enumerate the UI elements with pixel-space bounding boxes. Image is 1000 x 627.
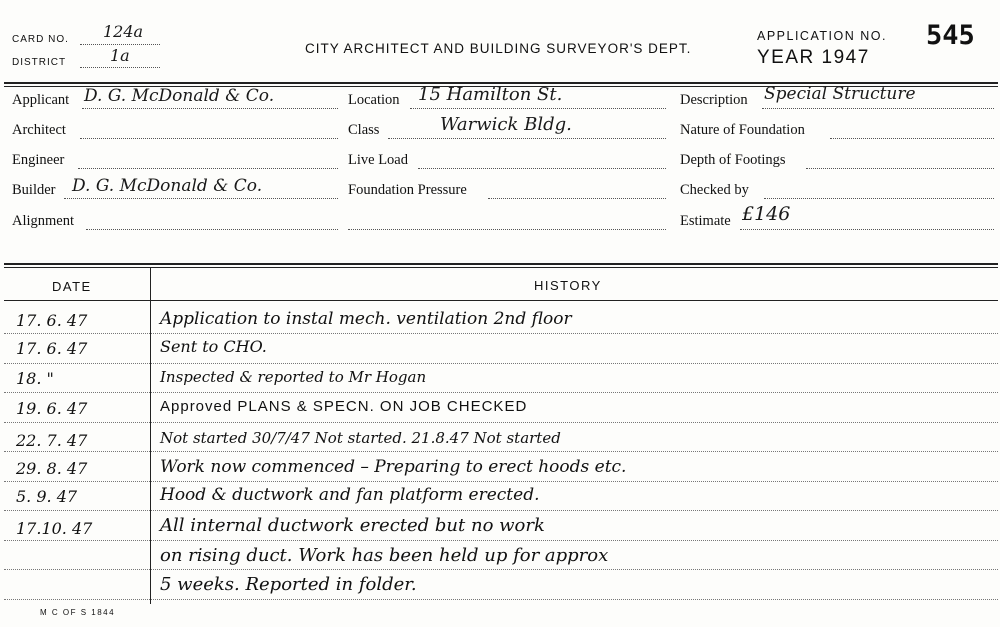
row-date: 17. 6. 47 — [16, 311, 88, 330]
row-history: Hood & ductwork and fan platform erected. — [160, 485, 540, 505]
row-history: All internal ductwork erected but no work — [160, 515, 545, 536]
row-history: Sent to CHO. — [160, 337, 267, 356]
location-label: Location — [348, 92, 400, 108]
row-rule — [4, 422, 998, 423]
row-history: Not started 30/7/47 Not started. 21.8.47 Not started — [160, 429, 561, 447]
form-code: M C OF S 1844 — [40, 608, 116, 617]
applicant-value: D. G. McDonald & Co. — [84, 86, 275, 106]
application-no-value: 545 — [926, 20, 975, 51]
checked-by-label: Checked by — [680, 182, 749, 198]
district-value: 1a — [110, 46, 130, 65]
row-history: on rising duct. Work has been held up for approx — [160, 545, 609, 566]
row-rule — [4, 599, 998, 600]
live-load-label: Live Load — [348, 152, 408, 168]
estimate-label: Estimate — [680, 213, 731, 229]
row-rule — [4, 451, 998, 452]
row-history: 5 weeks. Reported in folder. — [160, 574, 417, 595]
architect-label: Architect — [12, 122, 66, 138]
row-rule — [4, 569, 998, 570]
row-history: Inspected & reported to Mr Hogan — [160, 368, 427, 386]
row-date: 18. " — [16, 369, 54, 388]
description-value: Special Structure — [764, 84, 916, 104]
row-rule — [4, 481, 998, 482]
row-rule — [4, 363, 998, 364]
builder-label: Builder — [12, 182, 56, 198]
depth-of-footings-label: Depth of Footings — [680, 152, 786, 168]
card-no-value: 124a — [103, 22, 144, 41]
district-label: DISTRICT — [12, 57, 67, 68]
estimate-value: £146 — [742, 203, 791, 225]
row-history: Application to instal mech. ventilation 2nd floor — [160, 309, 572, 329]
row-date: 22. 7. 47 — [16, 431, 88, 450]
history-column-header: HISTORY — [534, 278, 602, 293]
application-no-label: APPLICATION NO. — [757, 29, 887, 43]
applicant-label: Applicant — [12, 92, 70, 108]
nature-of-foundation-label: Nature of Foundation — [680, 122, 805, 138]
row-rule — [4, 392, 998, 393]
row-history: Work now commenced – Preparing to erect hoods etc. — [160, 457, 627, 477]
card-no-label: CARD NO. — [12, 34, 69, 45]
row-history: Approved PLANS & SPECN. ON JOB CHECKED — [160, 398, 528, 415]
row-rule — [4, 510, 998, 511]
location-value: 15 Hamilton St. — [418, 84, 563, 105]
row-date: 17.10. 47 — [16, 519, 93, 538]
row-rule — [4, 540, 998, 541]
description-label: Description — [680, 92, 748, 108]
engineer-label: Engineer — [12, 152, 65, 168]
class-label: Class — [348, 122, 380, 138]
row-rule — [4, 333, 998, 334]
builder-value: D. G. McDonald & Co. — [72, 176, 263, 196]
row-date: 29. 8. 47 — [16, 459, 88, 478]
row-date: 5. 9. 47 — [16, 487, 78, 506]
department-title: CITY ARCHITECT AND BUILDING SURVEYOR'S DEPT. — [305, 41, 692, 56]
row-date: 19. 6. 47 — [16, 399, 88, 418]
foundation-pressure-label: Foundation Pressure — [348, 182, 467, 198]
row-date: 17. 6. 47 — [16, 339, 88, 358]
class-value: Warwick Bldg. — [440, 114, 572, 135]
date-column-header: DATE — [52, 279, 92, 294]
alignment-label: Alignment — [12, 213, 75, 229]
year-label: YEAR 1947 — [757, 47, 870, 68]
